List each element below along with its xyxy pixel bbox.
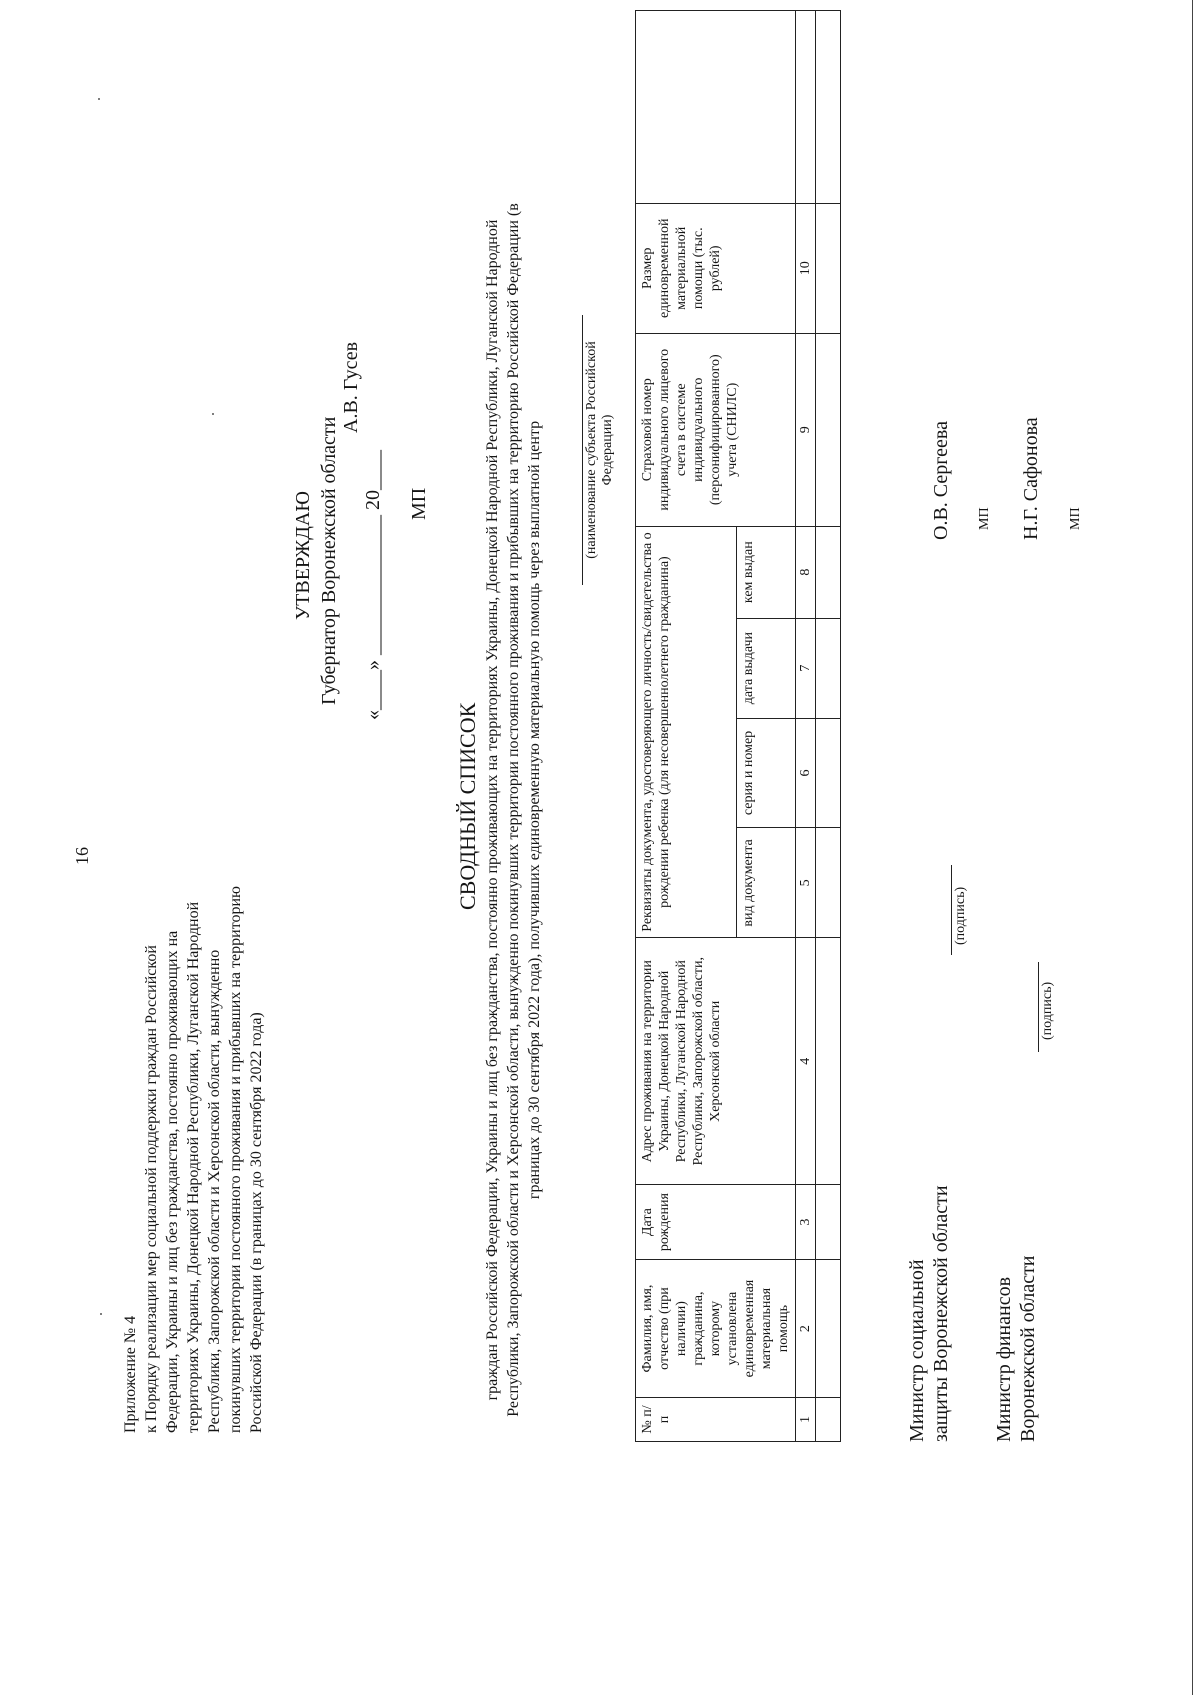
table-cell [816, 1260, 841, 1398]
header-doc-series: серия и номер [736, 718, 795, 828]
table-cell [816, 828, 841, 938]
header-snils: Страховой номер индивидуального лицевого счета в системе индивидуального (персонифицированного) учета (СНИЛС) [636, 333, 796, 526]
table-row [816, 11, 841, 1442]
column-number: 7 [796, 618, 816, 718]
list-title: СВОДНЫЙ СПИСОК [455, 702, 480, 910]
page-number: 16 [72, 847, 92, 865]
table-cell [816, 1185, 841, 1260]
approval-title: УТВЕРЖДАЮ [292, 491, 314, 620]
appendix-text: к Порядку реализации мер социальной поддержки граждан Российской Федерации, Украины и лиц без гражданства, постоянно проживающих на территориях Украины, Донецкой Народной Республики, Луганской Народной Республики, Запорожской области и Херсонской области, вынужденно покинувших территории постоянного проживания и прибывших на территорию Российской Федерации (в границах до 30 сентября 2022 года) [143, 886, 265, 1433]
table-cell [816, 1398, 841, 1442]
column-number-row [796, 11, 816, 1442]
signature-2-caption: (подпись) [1040, 981, 1055, 1040]
header-doc-issuer: кем выдан [736, 526, 795, 618]
column-number: 9 [796, 333, 816, 526]
header-birth-date: Дата рождения [636, 1185, 796, 1260]
signature-2-line [1038, 962, 1039, 1052]
column-number: 1 [796, 1398, 816, 1442]
table-cell [816, 618, 841, 718]
subject-caption: (наименование субъекта Российской Федерации) [584, 341, 615, 559]
signature-1-line [951, 865, 952, 955]
table-cell [816, 333, 841, 526]
header-fio: Фамилия, имя, отчество (при наличии) гражданина, которому установлена единовременная материальная помощь [636, 1260, 796, 1398]
column-number: 5 [796, 828, 816, 938]
subject-underline [582, 315, 583, 585]
table-cell [816, 718, 841, 828]
scan-speck [212, 413, 214, 415]
signature-1-name: О.В. Сергеева [930, 421, 952, 540]
list-description: граждан Российской Федерации, Украины и лиц без гражданства, постоянно проживающих на территориях Украины, Донецкой Народной Республики, Луганской Народной Республики, Запорожской области и Херсонской области, вынужденно покинувших территории постоянного проживания и прибывших на территорию Российской Федерации (в границах до 30 сентября 2022 года), получивших единовременную материальную помощь через выплатной центр [484, 203, 543, 1417]
signature-1-caption: (подпись) [953, 886, 968, 945]
table-cell [816, 938, 841, 1185]
signature-2-name: Н.Г. Сафонова [1020, 417, 1042, 540]
signature-1-title [905, 1185, 953, 1442]
column-number: 3 [796, 1185, 816, 1260]
header-address: Адрес проживания на территории Украины, Донецкой Народной Республики, Луганской Народной Республики, Запорожской области, Херсонской области [636, 938, 796, 1185]
table-cell [816, 526, 841, 618]
appendix-label: Приложение № 4 [122, 1315, 139, 1433]
header-doc-type: вид документа [736, 828, 795, 938]
signature-2-stamp: МП [1068, 507, 1083, 530]
summary-table [635, 10, 841, 1442]
header-extra [636, 11, 796, 204]
column-number: 10 [796, 203, 816, 333]
column-number: 6 [796, 718, 816, 828]
header-document-group: Реквизиты документа, удостоверяющего личность/свидетельства о рождении ребенка (для несовершеннолетнего гражданина) [636, 526, 737, 938]
approval-signature-name: А.В. Гусев [340, 341, 362, 433]
approval-date-line: «____» ______________ 20____ [362, 450, 384, 720]
signature-2-title [992, 1255, 1040, 1442]
table-cell [816, 11, 841, 204]
signature-2-title-line1: Министр финансов [993, 1276, 1015, 1442]
table-header-row [636, 11, 737, 1442]
column-number-extra [796, 11, 816, 204]
table-cell [816, 203, 841, 333]
header-doc-date: дата выдачи [736, 618, 795, 718]
header-amount: Размер единовременной материальной помощи (тыс. рублей) [636, 203, 796, 333]
bottom-rule [1192, 0, 1193, 1695]
signature-1-title-line2: защиты Воронежской области [930, 1185, 952, 1442]
appendix-block [120, 863, 267, 1433]
column-number: 2 [796, 1260, 816, 1398]
header-num: № п/п [636, 1398, 796, 1442]
approval-position: Губернатор Воронежской области [318, 416, 340, 705]
signature-1-stamp: МП [977, 507, 992, 530]
scan-speck [98, 98, 100, 100]
signature-1-title-line1: Министр социальной [906, 1259, 928, 1442]
column-number: 4 [796, 938, 816, 1185]
approval-stamp: МП [408, 487, 430, 520]
signature-2-title-line2: Воронежской области [1017, 1255, 1039, 1442]
column-number: 8 [796, 526, 816, 618]
scan-speck [100, 1313, 102, 1315]
